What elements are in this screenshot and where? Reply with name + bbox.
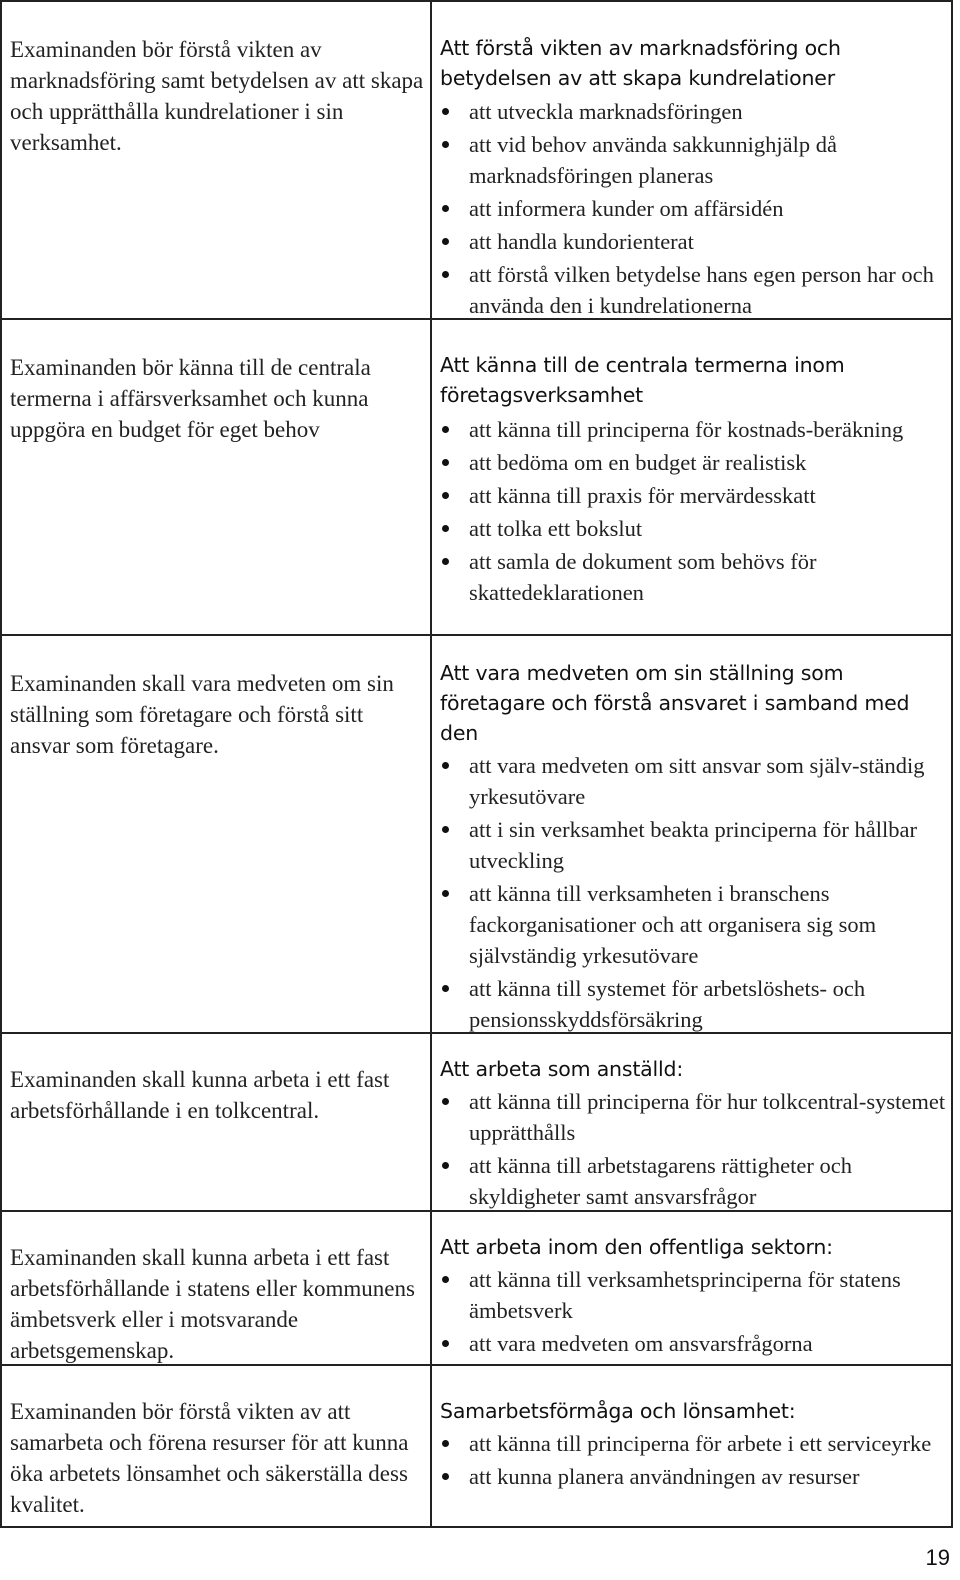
- list-item: att vara medveten om sitt ansvar som själv-ständig yrkesutövare: [440, 750, 947, 812]
- list-item: att i sin verksamhet beakta principerna för hållbar utveckling: [440, 814, 947, 876]
- list-item: att känna till praxis för mervärdesskatt: [440, 480, 947, 511]
- section-heading: Att arbeta som anställd:: [440, 1057, 684, 1081]
- table-row: [0, 1032, 953, 1212]
- table-row: [0, 1210, 953, 1366]
- list-item: att känna till verksamheten i branschens fackorganisationer och att organisera sig som självständig yrkesutövare: [440, 878, 947, 971]
- right-cell: [432, 636, 953, 1034]
- bullet-icon: [442, 826, 449, 833]
- list-item: att känna till principerna för kostnads-beräkning: [440, 414, 947, 445]
- bullet-list: [440, 750, 947, 1037]
- bullet-list: [440, 414, 947, 610]
- bullet-icon: [442, 985, 449, 992]
- list-item: att informera kunder om affärsidén: [440, 193, 947, 224]
- left-cell: [0, 320, 432, 636]
- left-cell-text: Examinanden skall vara medveten om sin ställning som företagare och förstå sitt ansvar som företagare.: [10, 671, 394, 758]
- right-cell: [432, 1034, 953, 1212]
- list-item: att kunna planera användningen av resurser: [440, 1461, 947, 1492]
- list-item: att vid behov använda sakkunnighjälp då marknadsföringen planeras: [440, 129, 947, 191]
- bullet-list: [440, 1086, 947, 1214]
- page-number: 19: [925, 1545, 950, 1570]
- list-item: att känna till principerna för arbete i ett serviceyrke: [440, 1428, 947, 1459]
- bullet-list: [440, 96, 947, 323]
- left-cell-text: Examinanden bör förstå vikten av att samarbeta och förena resurser för att kunna öka arbetets lönsamhet och säkerställa dess kvalitet.: [10, 1399, 409, 1517]
- bullet-list: [440, 1264, 947, 1361]
- bullet-icon: [442, 1340, 449, 1347]
- section-heading: Att arbeta inom den offentliga sektorn:: [440, 1235, 833, 1259]
- list-item: att vara medveten om ansvarsfrågorna: [440, 1328, 947, 1359]
- table-row: [0, 634, 953, 1034]
- left-cell: [0, 1366, 432, 1526]
- section-heading: Att vara medveten om sin ställning som företagare och förstå ansvaret i samband med den: [440, 661, 910, 745]
- left-cell: [0, 2, 432, 320]
- list-item: att förstå vilken betydelse hans egen person har och använda den i kundrelationerna: [440, 259, 947, 321]
- list-item: att känna till systemet för arbetslöshets- och pensionsskyddsförsäkring: [440, 973, 947, 1035]
- list-item: att känna till verksamhetsprinciperna för statens ämbetsverk: [440, 1264, 947, 1326]
- bullet-list: [440, 1428, 947, 1494]
- section-heading: Samarbetsförmåga och lönsamhet:: [440, 1399, 796, 1423]
- bullet-icon: [442, 492, 449, 499]
- list-item: att utveckla marknadsföringen: [440, 96, 947, 127]
- bullet-icon: [442, 762, 449, 769]
- bullet-icon: [442, 238, 449, 245]
- list-item: att samla de dokument som behövs för skattedeklarationen: [440, 546, 947, 608]
- bullet-icon: [442, 558, 449, 565]
- bullet-icon: [442, 205, 449, 212]
- left-cell-text: Examinanden skall kunna arbeta i ett fast arbetsförhållande i statens eller kommunens ämbetsverk eller i motsvarande arbetsgemenskap.: [10, 1245, 415, 1363]
- right-cell: [432, 2, 953, 320]
- bullet-icon: [442, 459, 449, 466]
- list-item: att handla kundorienterat: [440, 226, 947, 257]
- list-item: att tolka ett bokslut: [440, 513, 947, 544]
- bullet-icon: [442, 141, 449, 148]
- left-cell-text: Examinanden skall kunna arbeta i ett fast arbetsförhållande i en tolkcentral.: [10, 1067, 390, 1123]
- bullet-icon: [442, 1440, 449, 1447]
- table-row: [0, 1364, 953, 1528]
- right-cell: [432, 1366, 953, 1526]
- left-cell-text: Examinanden bör förstå vikten av marknadsföring samt betydelsen av att skapa och upprätthålla kundrelationer i sin verksamhet.: [10, 37, 424, 155]
- bullet-icon: [442, 1276, 449, 1283]
- bullet-icon: [442, 108, 449, 115]
- bullet-icon: [442, 1162, 449, 1169]
- section-heading: Att förstå vikten av marknadsföring och betydelsen av att skapa kundrelationer: [440, 36, 841, 90]
- bullet-icon: [442, 525, 449, 532]
- list-item: att bedöma om en budget är realistisk: [440, 447, 947, 478]
- table-row: [0, 0, 953, 320]
- bullet-icon: [442, 1473, 449, 1480]
- list-item: att känna till arbetstagarens rättigheter och skyldigheter samt ansvarsfrågor: [440, 1150, 947, 1212]
- bullet-icon: [442, 426, 449, 433]
- right-cell: [432, 320, 953, 636]
- bullet-icon: [442, 271, 449, 278]
- section-heading: Att känna till de centrala termerna inom företagsverksamhet: [440, 353, 845, 407]
- left-cell: [0, 1034, 432, 1212]
- right-cell: [432, 1212, 953, 1366]
- left-cell: [0, 1212, 432, 1366]
- left-cell-text: Examinanden bör känna till de centrala termerna i affärsverksamhet och kunna uppgöra en budget för eget behov: [10, 355, 371, 442]
- left-cell: [0, 636, 432, 1034]
- list-item: att känna till principerna för hur tolkcentral-systemet upprätthålls: [440, 1086, 947, 1148]
- table-row: [0, 318, 953, 636]
- bullet-icon: [442, 1098, 449, 1105]
- bullet-icon: [442, 890, 449, 897]
